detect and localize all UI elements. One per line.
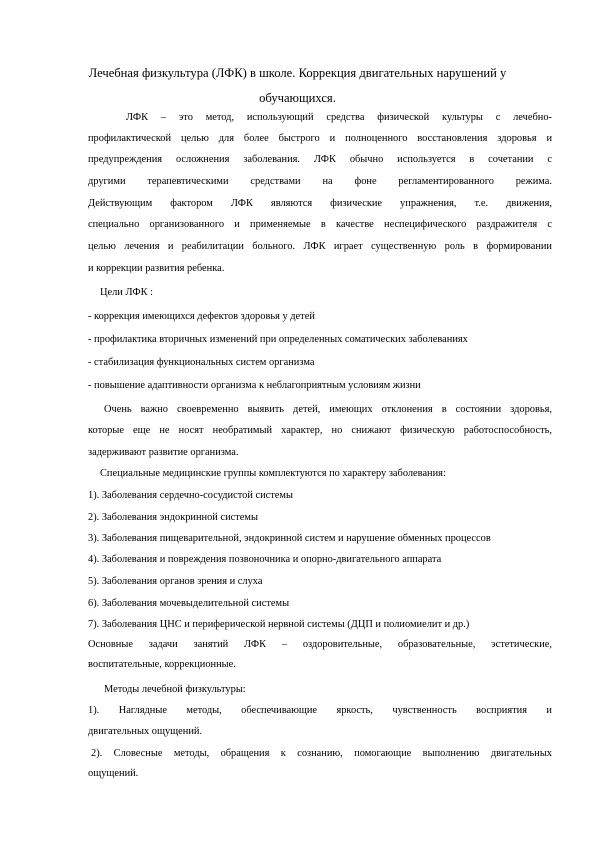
goal-item: - стабилизация функциональных систем организма <box>88 357 315 368</box>
groups-heading: Специальные медицинские группы комплектуются по характеру заболевания: <box>100 468 446 479</box>
intro-line: предупреждения осложнения заболевания. ЛФК обычно используется в сочетании с <box>88 154 552 165</box>
group-item: 1). Заболевания сердечно-сосудистой системы <box>88 490 293 501</box>
tasks-line: Основные задачи занятий ЛФК – оздоровительные, образовательные, эстетические, <box>88 639 552 650</box>
intro-line: целью лечения и реабилитации больного. ЛФК играет существенную роль в формировании <box>88 241 552 252</box>
importance-line: Очень важно своевременно выявить детей, имеющих отклонения в состоянии здоровья, <box>104 404 552 415</box>
method-line: двигательных ощущений. <box>88 726 203 737</box>
goals-heading: Цели ЛФК : <box>100 287 153 298</box>
group-item: 3). Заболевания пищеварительной, эндокринной систем и нарушение обменных процессов <box>88 533 491 544</box>
title-line-2: обучающихся. <box>259 91 336 105</box>
method-line: 2). Словесные методы, обращения к сознанию, помогающие выполнению двигательных <box>91 748 552 759</box>
method-line: 1). Наглядные методы, обеспечивающие яркость, чувственность восприятия и <box>88 705 552 716</box>
goal-item: - коррекция имеющихся дефектов здоровья у детей <box>88 311 315 322</box>
goal-item: - повышение адаптивности организма к неблагоприятным условиям жизни <box>88 380 421 391</box>
title-line-1: Лечебная физкультура (ЛФК) в школе. Коррекция двигательных нарушений у <box>88 66 507 80</box>
group-item: 4). Заболевания и повреждения позвоночника и опорно-двигательного аппарата <box>88 554 442 565</box>
goal-item: - профилактика вторичных изменений при определенных соматических заболеваниях <box>88 334 468 345</box>
group-item: 6). Заболевания мочевыделительной системы <box>88 598 290 609</box>
intro-line: и коррекции развития ребенка. <box>88 263 225 274</box>
intro-line: другими терапевтическими средствами на фоне регламентированного режима. <box>88 176 552 187</box>
importance-line: задерживают развитие организма. <box>88 447 239 458</box>
methods-heading: Методы лечебной физкультуры: <box>104 684 246 695</box>
intro-line: Действующим фактором ЛФК являются физические упражнения, т.е. движения, <box>88 198 552 209</box>
intro-line: специально организованного и применяемые в качестве неспецифического раздражителя с <box>88 219 552 230</box>
importance-line: которые еще не носят необратимый характер, но снижают физическую работоспособность, <box>88 425 552 436</box>
intro-line: ЛФК – это метод, использующий средства физической культуры с лечебно- <box>126 112 552 123</box>
intro-line: профилактической целью для более быстрого и полноценного восстановления здоровья и <box>88 133 552 144</box>
tasks-line: воспитательные, коррекционные. <box>88 659 236 670</box>
group-item: 7). Заболевания ЦНС и периферической нервной системы (ДЦП и полиомиелит и др.) <box>88 619 470 630</box>
method-line: ощущений. <box>88 768 139 779</box>
document-title <box>60 61 535 111</box>
group-item: 2). Заболевания эндокринной системы <box>88 512 258 523</box>
group-item: 5). Заболевания органов зрения и слуха <box>88 576 263 587</box>
